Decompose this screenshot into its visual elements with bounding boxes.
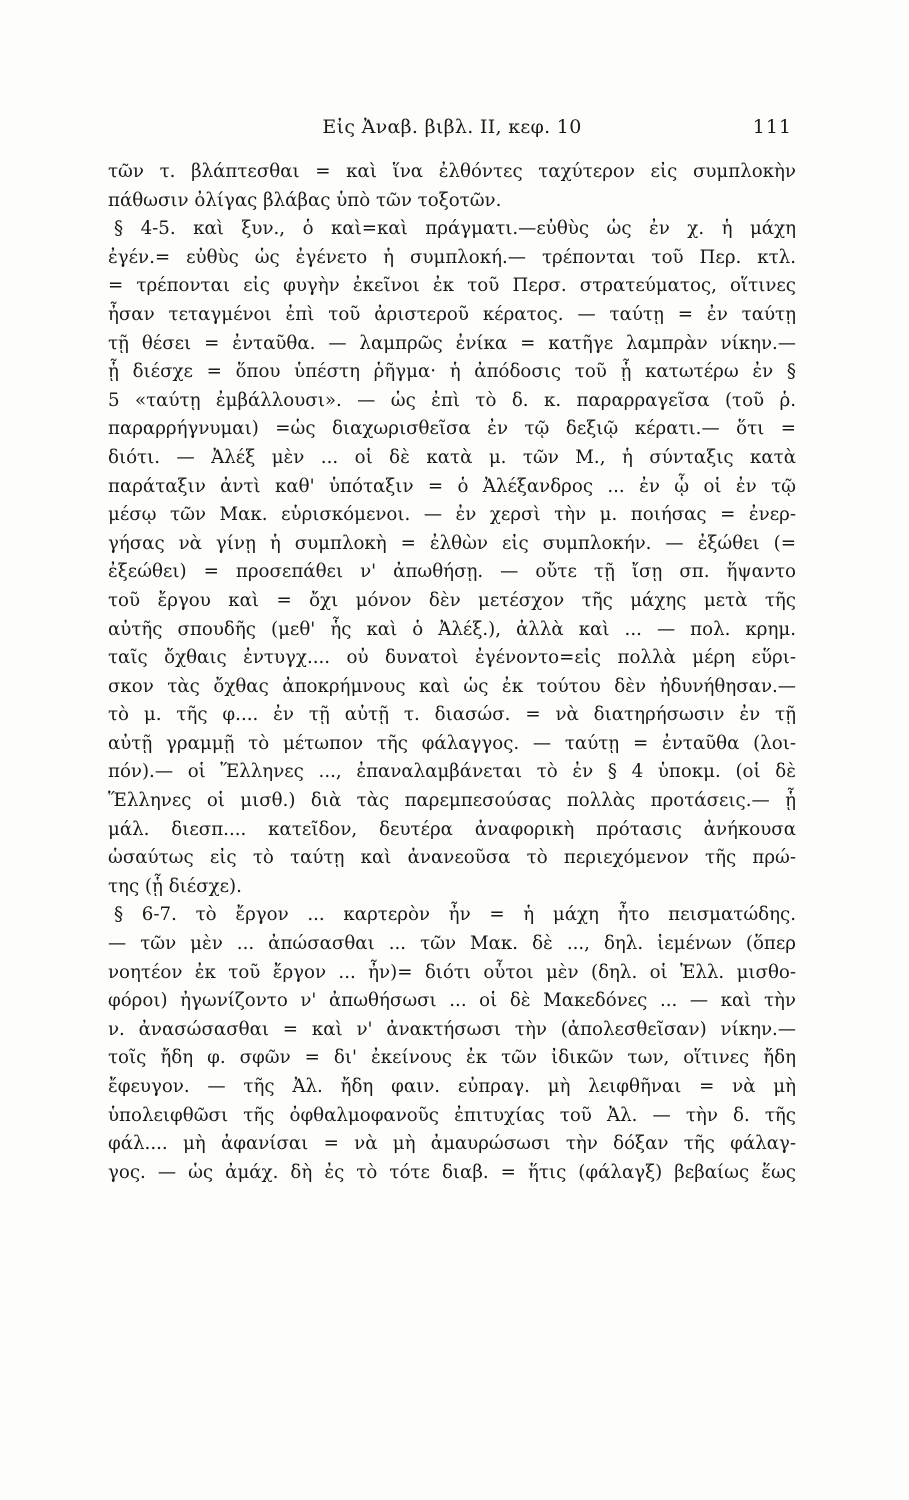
running-title: Εἰς Ἀναβ. βιβλ. ΙΙ, κεφ. 10 [322, 116, 582, 138]
text-line: τοῦ ἔργου καὶ = ὄχι μόνον δὲν μετέσχον τῆς μάχης μετὰ τῆς [108, 589, 796, 611]
text-line: σκον τὰς ὄχθας ἀποκρήμνους καὶ ὡς ἐκ τούτου δὲν ἠδυνήθησαν.— [108, 675, 796, 697]
text-line: πάθωσιν ὀλίγας βλάβας ὑπὸ τῶν τοξοτῶν. [108, 189, 502, 211]
text-line: παραρρήγνυμαι) =ὡς διαχωρισθεῖσα ἐν τῷ δεξιῷ κέρατι.— ὅτι = [108, 418, 796, 440]
text-line: 5 «ταύτῃ ἐμβάλλουσι». — ὡς ἐπὶ τὸ δ. κ. παραρραγεῖσα (τοῦ ῥ. [108, 389, 796, 411]
text-line: § 6-7. τὸ ἔργον ... καρτερὸν ἦν = ἡ μάχη ἦτο πεισματώδης. [114, 904, 796, 926]
text-line: ὡσαύτως εἰς τὸ ταύτῃ καὶ ἀνανεοῦσα τὸ περιεχόμενον τῆς πρώ- [108, 847, 796, 869]
text-line: ᾗ διέσχε = ὅπου ὑπέστη ῥῆγμα· ἡ ἀπόδοσις τοῦ ᾗ κατωτέρω ἐν § [108, 361, 796, 383]
text-line: — τῶν μὲν ... ἀπώσασθαι ... τῶν Μακ. δὲ ..., δηλ. ἱεμένων (ὅπερ [108, 933, 796, 955]
text-line: ἦσαν τεταγμένοι ἐπὶ τοῦ ἀριστεροῦ κέρατος. — ταύτῃ = ἐν ταύτῃ [108, 303, 796, 325]
text-line: φόροι) ἠγωνίζοντο ν' ἀπωθήσωσι ... οἱ δὲ Μακεδόνες ... — καὶ τὴν [108, 990, 796, 1012]
text-line: = τρέπονται εἰς φυγὴν ἐκεῖνοι ἐκ τοῦ Περσ. στρατεύματος, οἵτινες [108, 275, 796, 297]
text-line: τῇ θέσει = ἐνταῦθα. — λαμπρῶς ἐνίκα = κατῆγε λαμπρὰν νίκην.— [108, 332, 796, 354]
text-line: μέσῳ τῶν Μακ. εὑρισκόμενοι. — ἐν χερσὶ τὴν μ. ποιήσας = ἐνερ- [108, 504, 796, 526]
text-line: ἐγέν.= εὐθὺς ὡς ἐγένετο ἡ συμπλοκή.— τρέπονται τοῦ Περ. κτλ. [108, 246, 796, 268]
text-line: γήσας νὰ γίνῃ ἡ συμπλοκὴ = ἐλθὼν εἰς συμπλοκήν. — ἐξώθει (= [108, 532, 796, 554]
text-line: ὑπολειφθῶσι τῆς ὀφθαλμοφανοῦς ἐπιτυχίας τοῦ Ἀλ. — τὴν δ. τῆς [108, 1104, 796, 1126]
text-line: πόν).— οἱ Ἕλληνες ..., ἐπαναλαμβάνεται τὸ ἐν § 4 ὑποκμ. (οἱ δὲ [108, 761, 796, 783]
text-line: τοῖς ἤδη φ. σφῶν = δι' ἐκείνους ἐκ τῶν ἰδικῶν των, οἵτινες ἤδη [108, 1047, 796, 1069]
text-line: τὸ μ. τῆς φ.... ἐν τῇ αὐτῇ τ. διασώσ. = νὰ διατηρήσωσιν ἐν τῇ [108, 704, 796, 726]
text-line: ἐξεώθει) = προσεπάθει ν' ἀπωθήσῃ. — οὔτε τῇ ἴσῃ σπ. ἥψαντο [108, 561, 796, 583]
text-line: αὐτῆς σπουδῆς (μεθ' ἧς καὶ ὁ Ἀλέξ.), ἀλλὰ καὶ ... — πολ. κρημ. [108, 618, 796, 640]
running-head [108, 116, 796, 146]
text-line: Ἕλληνες οἱ μισθ.) διὰ τὰς παρεμπεσούσας πολλὰς προτάσεις.— ᾗ [108, 790, 796, 812]
text-line: τῶν τ. βλάπτεσθαι = καὶ ἵνα ἐλθόντες ταχύτερον εἰς συμπλοκὴν [108, 161, 796, 182]
text-line: μάλ. διεσπ.... κατεῖδον, δευτέρα ἀναφορικὴ πρότασις ἀνήκουσα [108, 818, 796, 840]
commentary-text [108, 158, 796, 1187]
text-line: νοητέον ἐκ τοῦ ἔργον ... ἦν)= διότι οὗτοι μὲν (δηλ. οἱ Ἑλλ. μισθο- [108, 961, 796, 983]
text-line: ν. ἀνασώσασθαι = καὶ ν' ἀνακτήσωσι τὴν (ἀπολεσθεῖσαν) νίκην.— [108, 1018, 796, 1040]
text-line: ταῖς ὄχθαις ἐντυγχ.... οὐ δυνατοὶ ἐγένοντο=εἰς πολλὰ μέρη εὕρι- [108, 647, 796, 669]
text-line: γος. — ὡς ἀμάχ. δὴ ἐς τὸ τότε διαβ. = ἥτις (φάλαγξ) βεβαίως ἕως [108, 1161, 796, 1183]
text-line: διότι. — Ἀλέξ μὲν ... οἱ δὲ κατὰ μ. τῶν Μ., ἡ σύνταξις κατὰ [108, 446, 796, 468]
text-line: αὐτῇ γραμμῇ τὸ μέτωπον τῆς φάλαγγος. — ταύτῃ = ἐνταῦθα (λοι- [108, 732, 796, 754]
text-line: φάλ.... μὴ ἀφανίσαι = νὰ μὴ ἀμαυρώσωσι τὴν δόξαν τῆς φάλαγ- [108, 1133, 796, 1155]
page-number: 111 [752, 116, 792, 138]
text-line: παράταξιν ἀντὶ καθ' ὑπόταξιν = ὁ Ἀλέξανδρος ... ἐν ᾧ οἱ ἐν τῷ [108, 475, 796, 497]
text-line: ἔφευγον. — τῆς Ἀλ. ἤδη φαιν. εὐπραγ. μὴ λειφθῆναι = νὰ μὴ [108, 1076, 796, 1097]
text-line: της (ᾗ διέσχε). [108, 875, 242, 897]
text-line: § 4-5. καὶ ξυν., ὁ καὶ=καὶ πράγματι.—εὐθὺς ὡς ἐν χ. ἡ μάχη [114, 218, 796, 240]
